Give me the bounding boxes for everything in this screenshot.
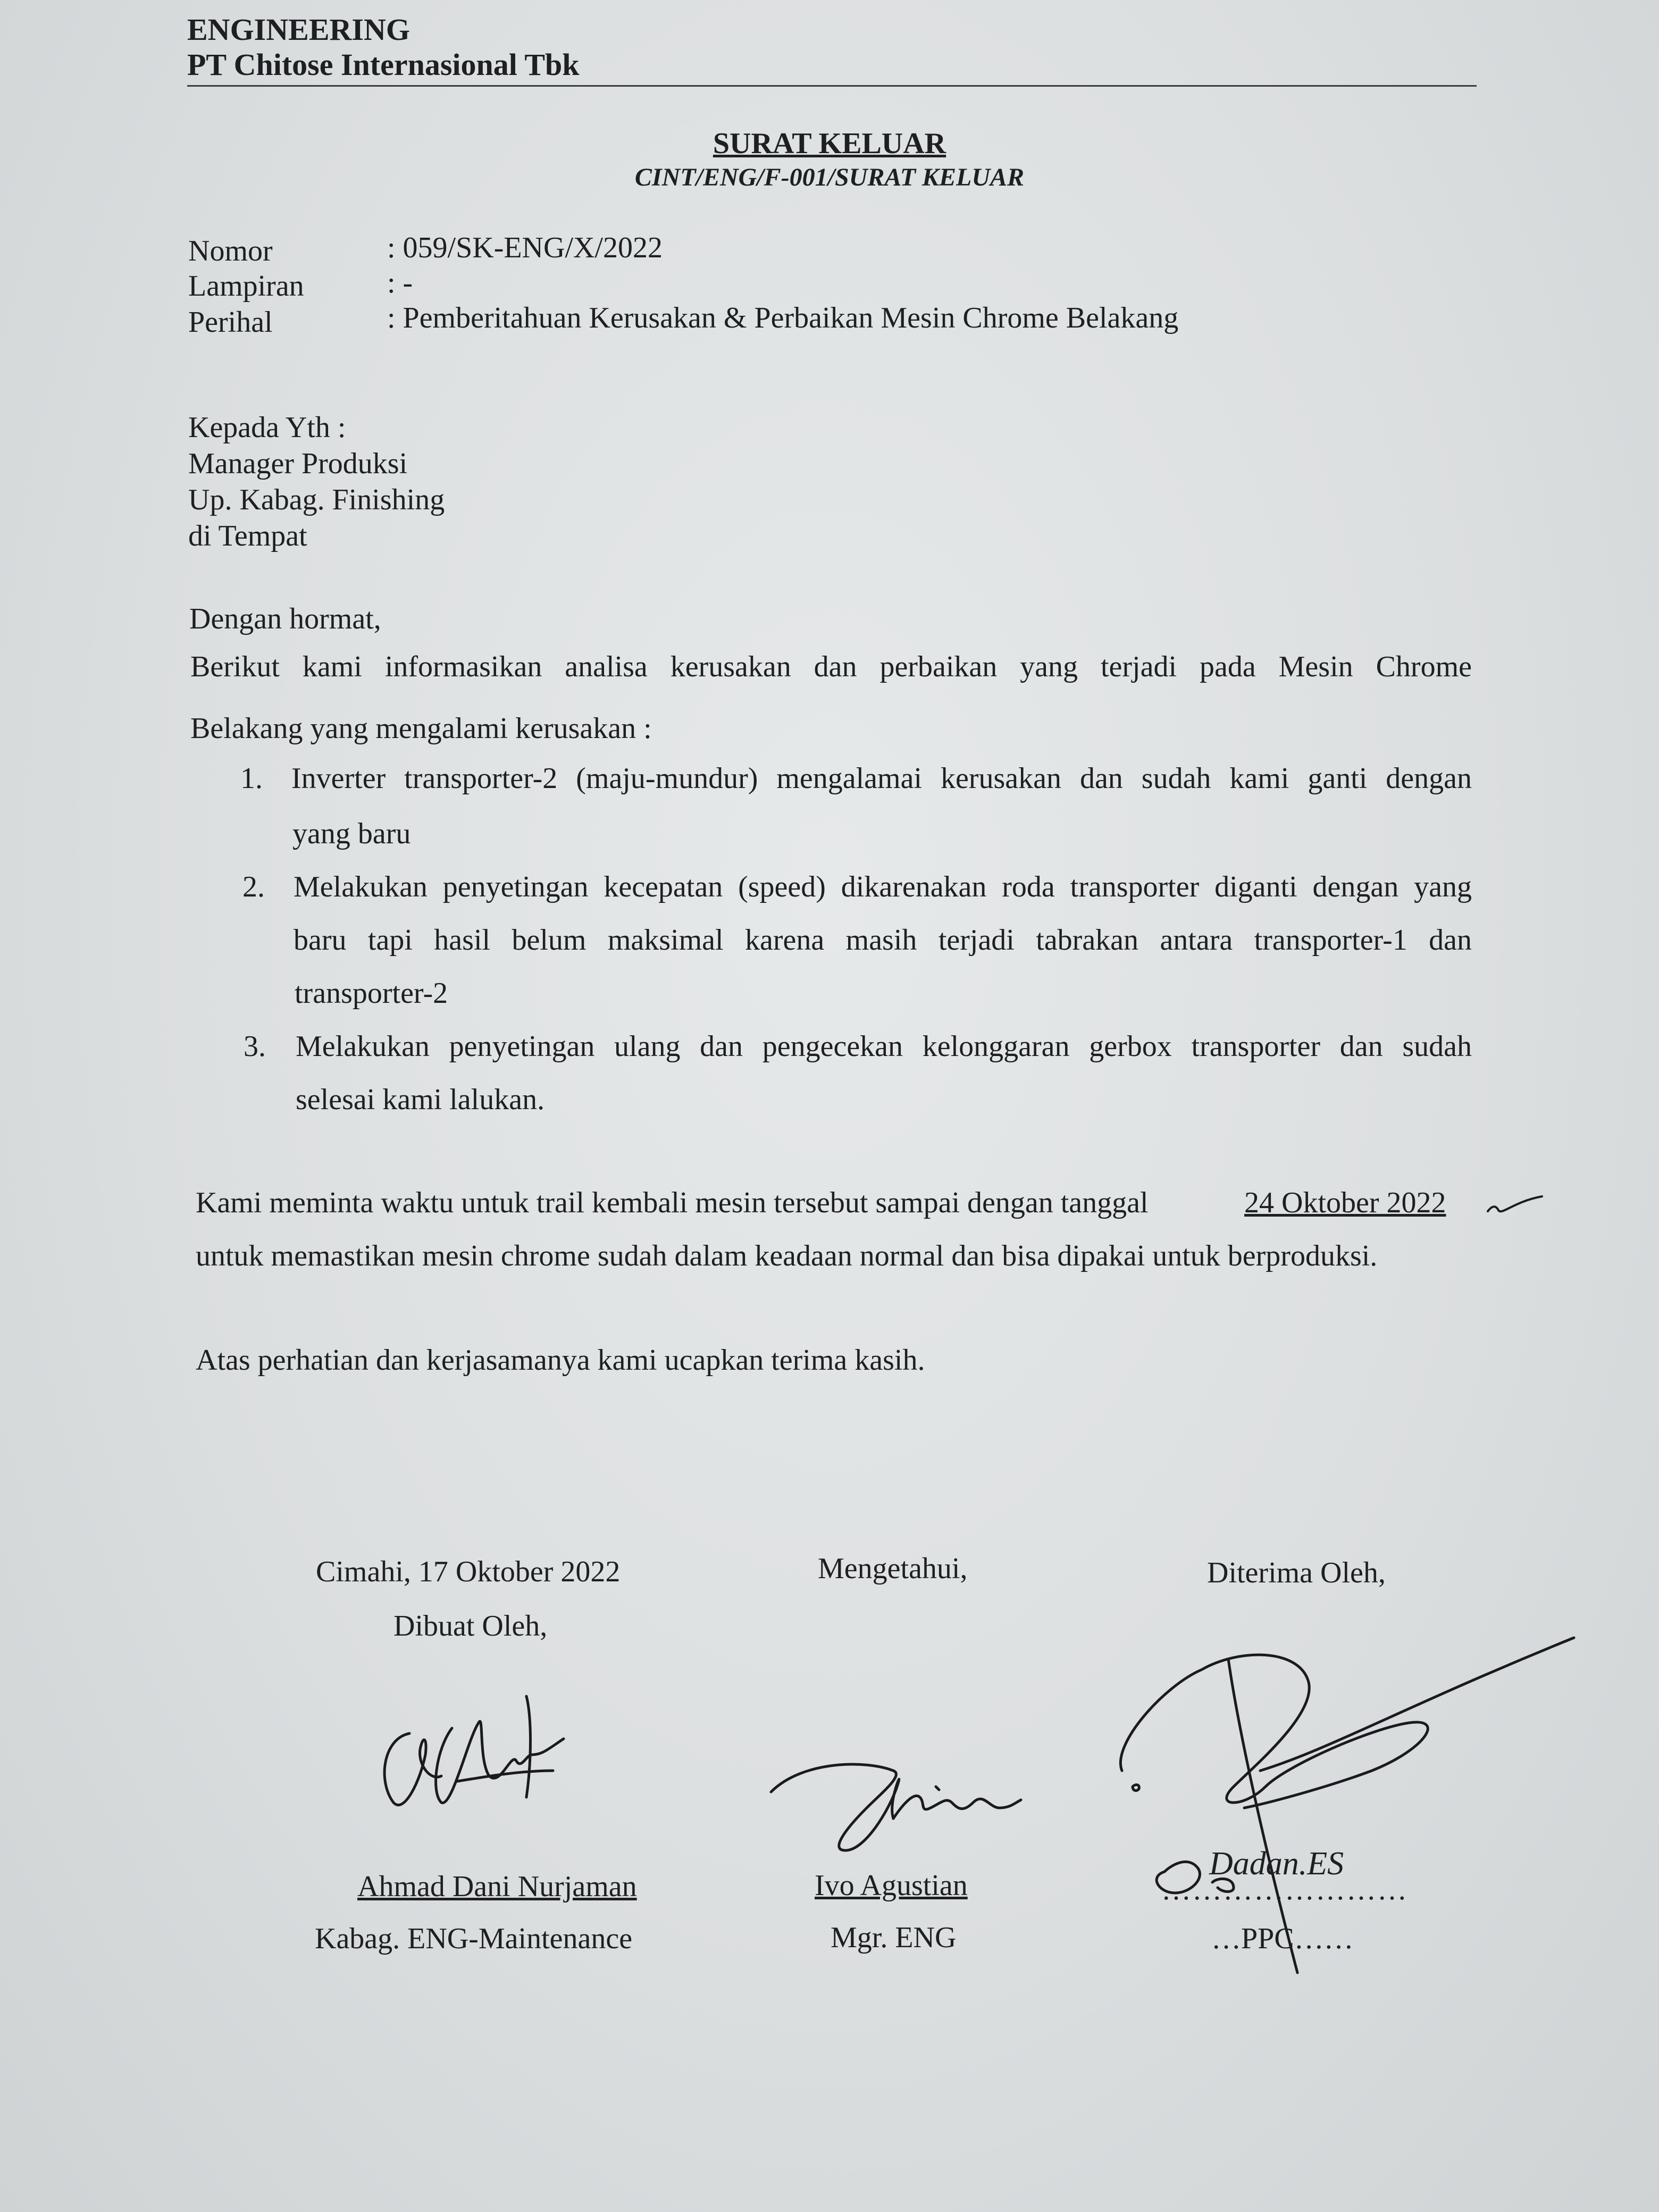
company-name: PT Chitose Internasional Tbk: [187, 47, 580, 82]
meta-label-nomor: Nomor: [188, 234, 273, 267]
recipient-attention: Up. Kabag. Finishing: [188, 483, 445, 516]
request-line-2: untuk memastikan mesin chrome sudah dalam keadaan normal dan bisa dipakai untuk berproduksi.: [196, 1239, 1378, 1272]
list-item-line: selesai kami lalukan.: [296, 1083, 545, 1116]
acknowledged-title: Mgr. ENG: [831, 1921, 957, 1954]
checkmark-icon: [1484, 1189, 1547, 1221]
acknowledged-name: Ivo Agustian: [815, 1869, 968, 1902]
list-item-line: yang baru: [292, 817, 411, 850]
document-title: SURAT KELUAR: [713, 127, 946, 160]
signature-ivo: [760, 1739, 1037, 1856]
document-code: CINT/ENG/F-001/SURAT KELUAR: [634, 163, 1025, 191]
request-line-1: Kami meminta waktu untuk trail kembali mesin tersebut sampai dengan tanggal: [196, 1186, 1149, 1219]
list-item-line: transporter-2: [295, 977, 448, 1010]
header-divider: [187, 85, 1477, 87]
meta-label-lampiran: Lampiran: [188, 270, 304, 303]
list-item-line: baru tapi hasil belum maksimal karena masih terjadi tabrakan antara transporter-1 dan: [294, 924, 1472, 957]
list-item-line: Melakukan penyetingan kecepatan (speed) dikarenakan roda transporter diganti dengan yang: [294, 870, 1472, 903]
list-item-line: Inverter transporter-2 (maju-mundur) mengalamai kerusakan dan sudah kami ganti dengan: [291, 762, 1472, 795]
recipient-salutation: Kepada Yth :: [188, 411, 346, 444]
made-by-name: Ahmad Dani Nurjaman: [357, 1870, 637, 1903]
department-heading: ENGINEERING: [187, 12, 410, 47]
intro-line-2: Belakang yang mengalami kerusakan :: [190, 712, 652, 745]
recipient-location: di Tempat: [188, 520, 307, 552]
acknowledged-label: Mengetahui,: [818, 1552, 968, 1585]
intro-line-1: Berikut kami informasikan analisa kerusakan dan perbaikan yang terjadi pada Mesin Chrome: [190, 650, 1472, 683]
made-by-title: Kabag. ENG-Maintenance: [315, 1922, 633, 1955]
meta-value-nomor: : 059/SK-ENG/X/2022: [387, 231, 663, 264]
list-item-line: Melakukan penyetingan ulang dan pengecekan kelonggaran gerbox transporter dan sudah: [296, 1030, 1472, 1063]
list-item-number: 2.: [242, 870, 265, 903]
place-date: Cimahi, 17 Oktober 2022: [316, 1555, 621, 1588]
closing-statement: Atas perhatian dan kerjasamanya kami ucapkan terima kasih.: [196, 1344, 925, 1377]
list-item-number: 1.: [240, 762, 263, 795]
received-title: …PPC……: [1211, 1922, 1354, 1955]
signature-ahmad: [372, 1675, 596, 1819]
greeting: Dengan hormat,: [189, 602, 381, 635]
request-date: 24 Oktober 2022: [1244, 1186, 1446, 1219]
list-item-number: 3.: [244, 1030, 266, 1063]
made-by-label: Dibuat Oleh,: [393, 1610, 548, 1643]
received-signature-line: ……………………: [1161, 1873, 1408, 1906]
recipient-position: Manager Produksi: [188, 447, 408, 480]
meta-value-perihal: : Pemberitahuan Kerusakan & Perbaikan Mesin Chrome Belakang: [387, 301, 1179, 334]
meta-value-lampiran: : -: [387, 266, 413, 299]
received-name: Dadan.ES: [1209, 1846, 1344, 1882]
meta-label-perihal: Perihal: [188, 306, 273, 339]
received-label: Diterima Oleh,: [1207, 1556, 1386, 1589]
